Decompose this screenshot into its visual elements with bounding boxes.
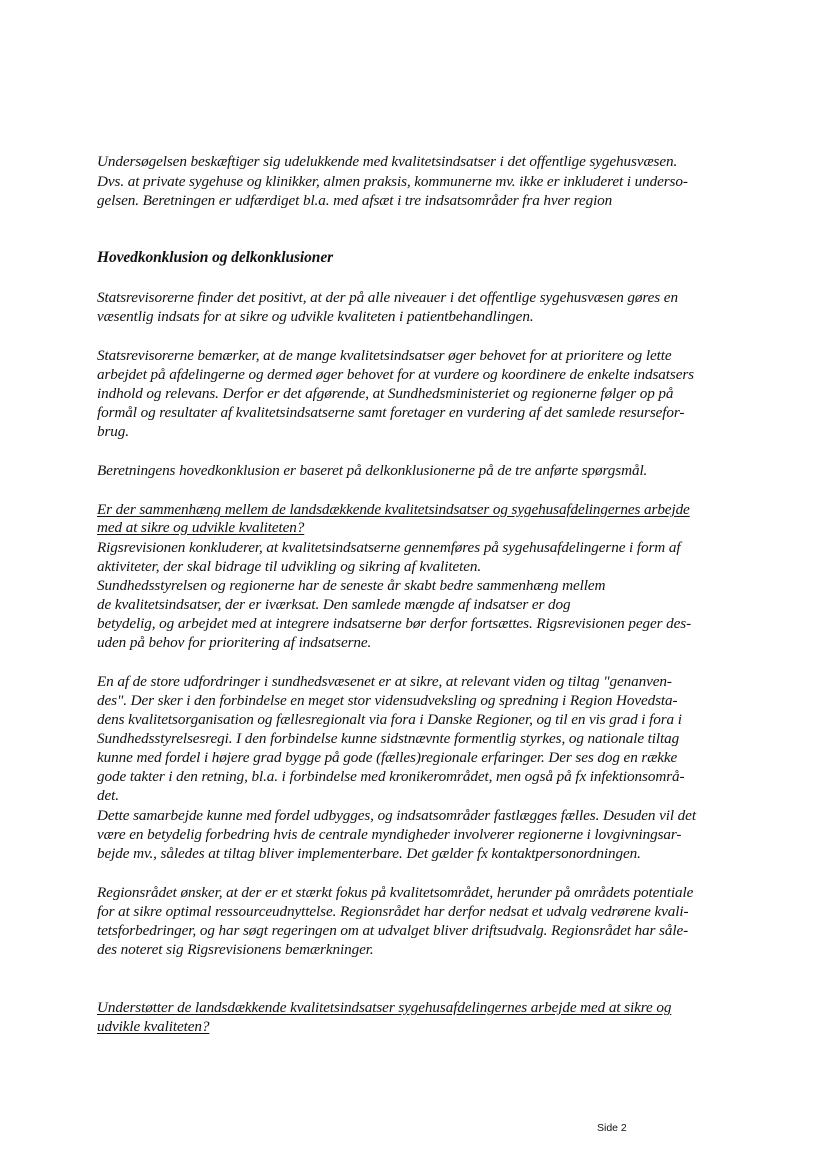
p4-line-5: betydelig, og arbejdet med at integrere indsatserne bør derfor fortsættes. Rigsrevisionen peger des- — [97, 615, 692, 632]
p5-line-5: kunne med fordel i højere grad bygge på gode (fælles)regionale erfaringer. Der ses dog en række — [97, 749, 678, 766]
p1-line-2: væsentlig indsats for at sikre og udvikle kvaliteten i patientbehandlingen. — [97, 308, 534, 325]
p5-line-9: være en betydelig forbedring hvis de centrale myndigheder involverer regionerne i lovgivningsar- — [97, 826, 682, 843]
p4-line-4: de kvalitetsindsatser, der er iværksat. Den samlede mængde af indsatser er dog — [97, 596, 571, 613]
p4-line-6: uden på behov for prioritering af indsatserne. — [97, 634, 372, 651]
p5-line-4: Sundhedsstyrelsesregi. I den forbindelse kunne sidstnævnte formentlig styrkes, og nationale tiltag — [97, 730, 680, 747]
question-2-line-2: udvikle kvaliteten? — [97, 1018, 210, 1035]
question-2-line-1: Understøtter de landsdækkende kvalitetsindsatser sygehusafdelingernes arbejde med at sikre og — [97, 999, 672, 1016]
p6-line-3: tetsforbedringer, og har søgt regeringen om at udvalget bliver driftsudvalg. Regionsrådet har såle- — [97, 922, 689, 939]
p4-line-1: Rigsrevisionen konkluderer, at kvalitetsindsatserne gennemføres på sygehusafdelingerne i form af — [97, 539, 681, 556]
p5-line-3: dens kvalitetsorganisation og fællesregionalt via fora i Danske Regioner, og til en vis grad i fora i — [97, 711, 682, 728]
p4-line-2: aktiviteter, der skal bidrage til udvikling og sikring af kvaliteten. — [97, 558, 482, 575]
p5-line-7: det. — [97, 787, 119, 804]
page-number: Side 2 — [597, 1122, 627, 1134]
question-1-line-2: med at sikre og udvikle kvaliteten? — [97, 519, 305, 536]
p6-line-2: for at sikre optimal ressourceudnyttelse. Regionsrådet har derfor nedsat et udvalg vedrørene kvali- — [97, 903, 689, 920]
p6-line-1: Regionsrådet ønsker, at der er et stærkt fokus på kvalitetsområdet, herunder på områdets potentiale — [97, 884, 694, 901]
p2-line-4: formål og resultater af kvalitetsindsatserne samt foretager en vurdering af det samlede resursefor- — [97, 404, 685, 421]
p5-line-6: gode takter i den retning, bl.a. i forbindelse med kronikerområdet, men også på fx infektionsområ- — [97, 768, 685, 785]
p2-line-2: arbejdet på afdelingerne og dermed øger behovet for at vurdere og koordinere de enkelte indsatsers — [97, 366, 694, 383]
p2-line-5: brug. — [97, 423, 129, 440]
p5-line-1: En af de store udfordringer i sundhedsvæsenet er at sikre, at relevant viden og tiltag "genanven- — [97, 673, 672, 690]
p6-line-4: des noteret sig Rigsrevisionens bemærkninger. — [97, 941, 374, 958]
p3-line-1: Beretningens hovedkonklusion er baseret på delkonklusionerne på de tre anførte spørgsmål. — [97, 462, 648, 479]
p1-line-1: Statsrevisorerne finder det positivt, at der på alle niveauer i det offentlige sygehusvæsen gøres en — [97, 289, 678, 306]
question-1-line-1: Er der sammenhæng mellem de landsdækkende kvalitetsindsatser og sygehusafdelingernes arbejde — [97, 501, 690, 518]
p2-line-3: indhold og relevans. Derfor er det afgørende, at Sundhedsministeriet og regionerne følger op på — [97, 385, 674, 402]
intro-line-1: Undersøgelsen beskæftiger sig udelukkende med kvalitetsindsatser i det offentlige sygehusvæsen. — [97, 153, 678, 170]
p4-line-3: Sundhedsstyrelsen og regionerne har de seneste år skabt bedre sammenhæng mellem — [97, 577, 606, 594]
section-heading: Hovedkonklusion og delkonklusioner — [97, 249, 334, 266]
intro-line-3: gelsen. Beretningen er udfærdiget bl.a. med afsæt i tre indsatsområder fra hver region — [97, 192, 613, 209]
p5-line-10: bejde mv., således at tiltag bliver implementerbare. Det gælder fx kontaktpersonordningen. — [97, 845, 641, 862]
p5-line-2: des". Der sker i den forbindelse en meget stor vidensudveksling og spredning i Region Hovedsta- — [97, 692, 678, 709]
p5-line-8: Dette samarbejde kunne med fordel udbygges, og indsatsområder fastlægges fælles. Desuden vil det — [97, 807, 696, 824]
intro-line-2: Dvs. at private sygehuse og klinikker, almen praksis, kommunerne mv. ikke er inkluderet i underso- — [97, 173, 688, 190]
p2-line-1: Statsrevisorerne bemærker, at de mange kvalitetsindsatser øger behovet for at prioritere og lette — [97, 347, 672, 364]
